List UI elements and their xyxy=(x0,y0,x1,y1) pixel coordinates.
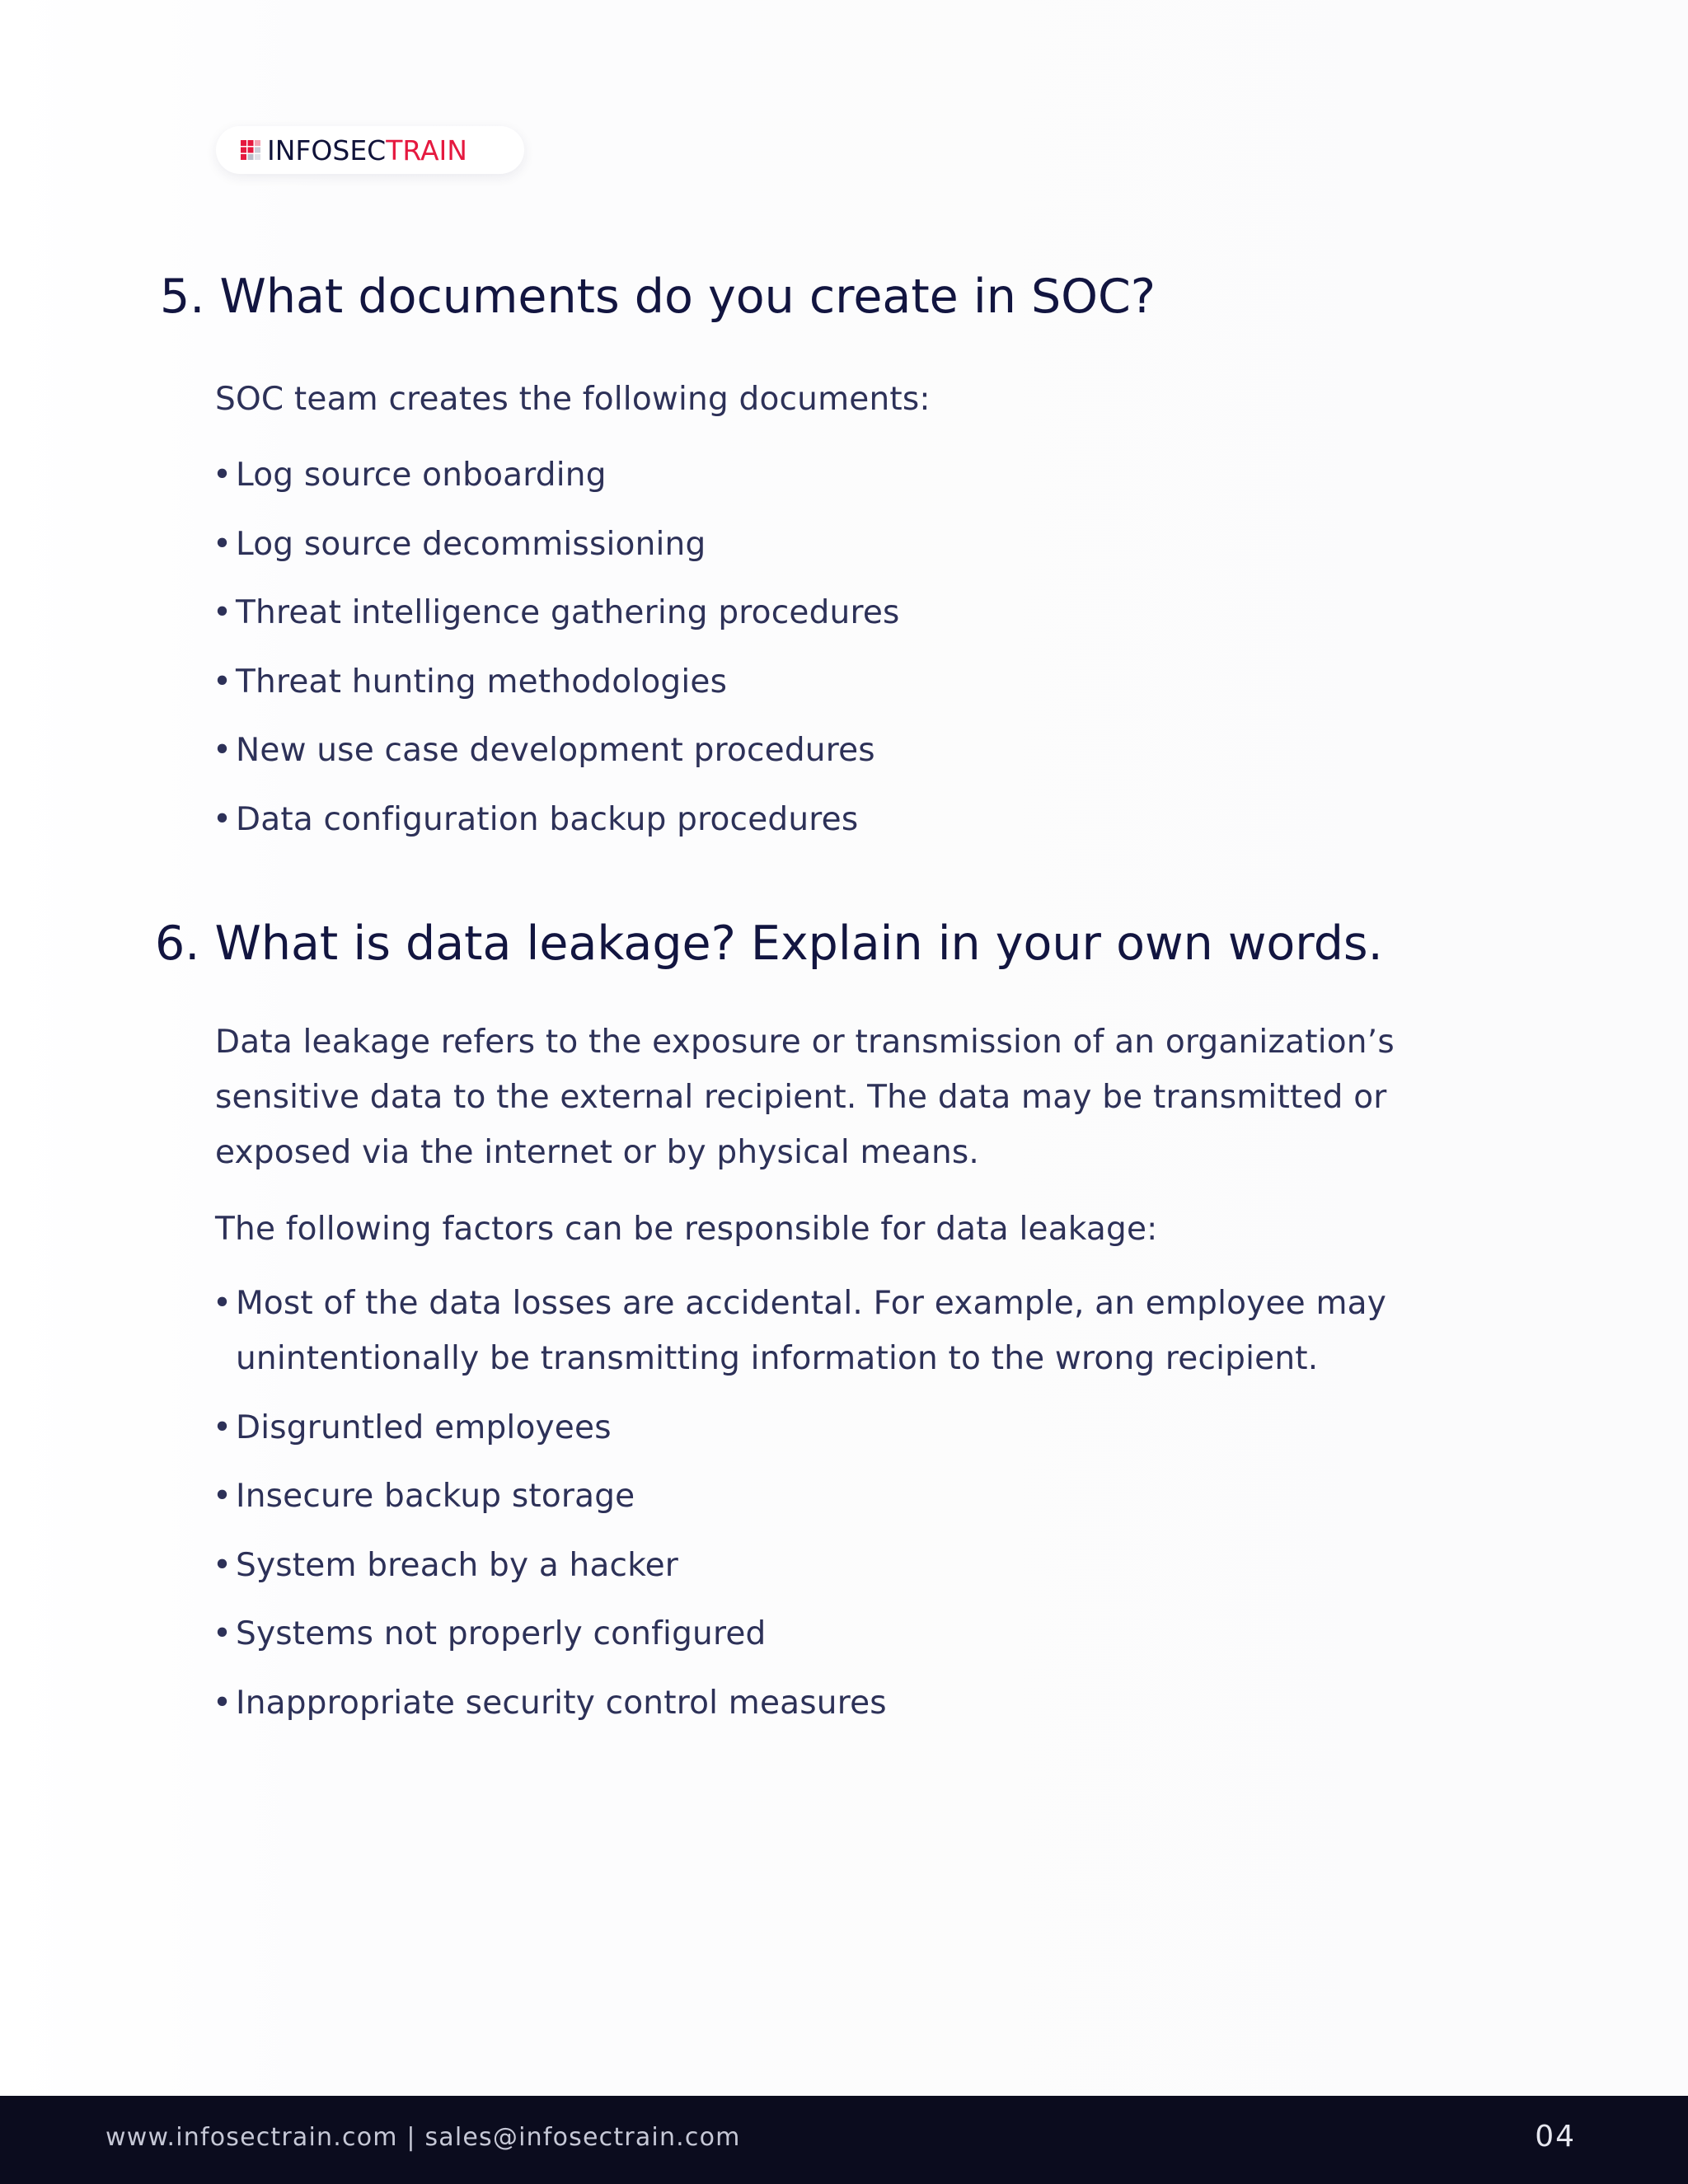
soc-documents-list xyxy=(213,448,1531,860)
logo-train-text: TRAIN xyxy=(386,134,467,166)
list-item-text: Insecure backup storage xyxy=(236,1478,635,1515)
bullet-icon: • xyxy=(213,1285,232,1322)
list-item-text: Threat intelligence gathering procedures xyxy=(236,594,900,631)
list-item-text: Threat hunting methodologies xyxy=(236,663,728,701)
list-item xyxy=(213,585,1531,640)
question-6-description: Data leakage refers to the exposure or transmission of an organization’s sensitive data to the external recipient. The data may be transmitted or exposed via the internet or by physical means. xyxy=(215,1024,1395,1171)
bullet-icon: • xyxy=(213,457,232,494)
bullet-icon: • xyxy=(213,1408,232,1446)
list-item-text: Data configuration backup procedures xyxy=(236,800,859,838)
list-item-text: Log source onboarding xyxy=(236,457,607,494)
bullet-icon: • xyxy=(213,732,232,769)
question-6-intro: The following factors can be responsible for data leakage: xyxy=(215,1211,1158,1248)
question-5-heading: 5. What documents do you create in SOC? xyxy=(160,269,1156,324)
list-item xyxy=(213,1675,1531,1731)
list-item xyxy=(213,1469,1531,1524)
list-item xyxy=(213,448,1531,503)
bullet-icon: • xyxy=(213,594,232,631)
question-5-intro: SOC team creates the following documents: xyxy=(215,381,931,418)
bullet-icon: • xyxy=(213,800,232,838)
list-item-text: Most of the data losses are accidental. For example, an employee may unintentionally be transmitting information to the wrong recipient. xyxy=(236,1285,1387,1377)
list-item xyxy=(213,1538,1531,1593)
list-item-text: Inappropriate security control measures xyxy=(236,1684,887,1722)
bullet-icon: • xyxy=(213,525,232,563)
data-leakage-factors-list xyxy=(213,1276,1531,1744)
bullet-icon: • xyxy=(213,1684,232,1722)
bullet-icon: • xyxy=(213,1615,232,1652)
list-item xyxy=(213,1276,1531,1386)
list-item xyxy=(213,517,1531,572)
bullet-icon: • xyxy=(213,1478,232,1515)
list-item xyxy=(213,723,1531,778)
list-item-text: System breach by a hacker xyxy=(236,1546,679,1584)
footer-contact-links[interactable]: www.infosectrain.com | sales@infosectrain.com xyxy=(106,2123,741,2152)
list-item-text: Log source decommissioning xyxy=(236,525,706,563)
page-footer xyxy=(0,2096,1688,2184)
list-item-text: Systems not properly configured xyxy=(236,1615,767,1652)
logo-wordmark xyxy=(267,134,467,166)
list-item-text: Disgruntled employees xyxy=(236,1408,612,1446)
page-number: 04 xyxy=(1535,2120,1576,2154)
logo-infosec-text: INFOSEC xyxy=(267,134,387,166)
list-item xyxy=(213,654,1531,710)
bullet-icon: • xyxy=(213,663,232,701)
question-6-heading: 6. What is data leakage? Explain in your own words. xyxy=(155,916,1383,971)
list-item xyxy=(213,792,1531,847)
list-item-text: New use case development procedures xyxy=(236,732,875,769)
list-item xyxy=(213,1606,1531,1661)
logo-grid-icon xyxy=(241,140,260,160)
bullet-icon: • xyxy=(213,1546,232,1584)
list-item xyxy=(213,1400,1531,1455)
infosectrain-logo xyxy=(216,126,524,174)
